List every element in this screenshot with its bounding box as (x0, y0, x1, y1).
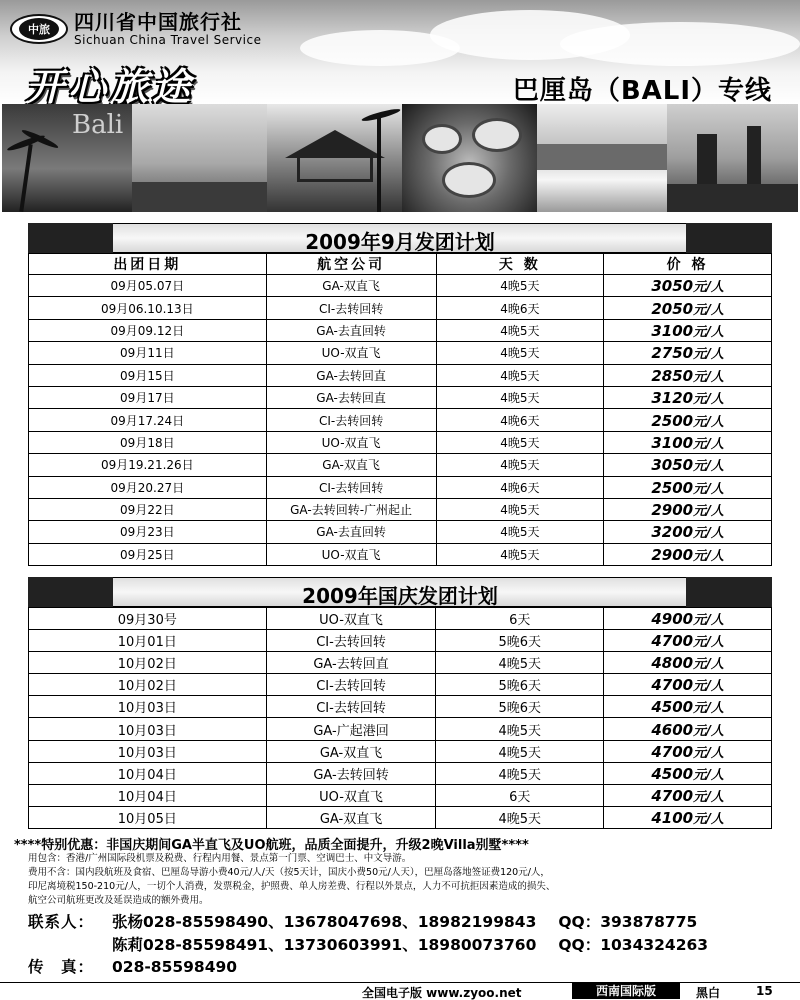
row-days: 4晚5天 (436, 543, 604, 565)
price-value: 4900 (651, 610, 694, 629)
table-row (29, 784, 772, 806)
row-days: 4晚5天 (436, 718, 604, 740)
price-unit: 元/人 (693, 481, 724, 497)
row-days: 6天 (436, 784, 604, 806)
price-value: 3100 (651, 321, 694, 340)
cloud-decoration (300, 30, 460, 66)
row-date: 09月20.27日 (29, 476, 267, 498)
row-airline: GA-去直回转 (266, 319, 436, 341)
price-value: 4600 (651, 720, 694, 739)
table-row (29, 498, 772, 520)
photo-coast (132, 104, 267, 212)
price-unit: 元/人 (693, 723, 724, 739)
row-days: 4晚5天 (436, 806, 604, 828)
row-price (604, 762, 772, 784)
page-number: 15 (756, 984, 773, 998)
row-price (604, 476, 772, 498)
contact-label: 联系人： (28, 913, 95, 931)
row-days: 4晚6天 (436, 476, 604, 498)
row-price (604, 521, 772, 543)
row-airline: CI-去转回转 (266, 696, 436, 718)
price-value: 3200 (651, 523, 694, 542)
qq-label: QQ： (558, 913, 601, 931)
price-value: 3120 (651, 389, 694, 408)
price-unit: 元/人 (693, 635, 724, 651)
contact-phones: 028-85598491、13730603991、18980073760 (143, 936, 537, 954)
row-airline: GA-双直飞 (266, 275, 436, 297)
table-row (29, 364, 772, 386)
agency-name-cn: 四川省中国旅行社 (74, 10, 242, 34)
footer-color-mode: 黑白 (696, 986, 721, 1000)
row-date: 09月05.07日 (29, 275, 267, 297)
photo-strip (2, 104, 798, 212)
price-unit: 元/人 (693, 701, 724, 717)
photo-beach (537, 104, 667, 212)
table-row (29, 409, 772, 431)
price-value: 4800 (651, 654, 694, 673)
row-price (604, 784, 772, 806)
row-price (604, 806, 772, 828)
contact-line-2 (28, 933, 708, 955)
price-unit: 元/人 (693, 280, 724, 296)
page-footer (0, 982, 800, 1000)
row-price (604, 409, 772, 431)
table-row (29, 543, 772, 565)
row-airline: CI-去转回转 (266, 674, 436, 696)
price-value: 4500 (651, 698, 694, 717)
row-airline: CI-去转回转 (266, 297, 436, 319)
row-days: 4晚5天 (436, 275, 604, 297)
row-days: 4晚5天 (436, 454, 604, 476)
row-airline: GA-去转回转 (266, 762, 436, 784)
photo-food (402, 104, 537, 212)
table-row (29, 740, 772, 762)
slogan: 开心旅途 (26, 64, 195, 104)
row-price (604, 718, 772, 740)
row-price (604, 696, 772, 718)
cloud-decoration (560, 22, 800, 66)
row-days: 4晚6天 (436, 409, 604, 431)
qq-number: 1034324263 (600, 936, 709, 954)
photo-caption-bali: Bali (72, 110, 124, 140)
table-header-row (29, 254, 772, 275)
national-day-title: 2009年国庆发团计划 (302, 584, 498, 608)
price-value: 4700 (651, 742, 694, 761)
col-header-date: 出团日期 (29, 254, 267, 275)
price-unit: 元/人 (693, 745, 724, 761)
price-value: 4700 (651, 786, 694, 805)
row-date: 09月18日 (29, 431, 267, 453)
september-section-bar (28, 223, 772, 253)
header-banner (0, 0, 800, 104)
row-date: 10月03日 (29, 696, 267, 718)
price-value: 4700 (651, 676, 694, 695)
price-value: 4700 (651, 632, 694, 651)
row-date: 09月22日 (29, 498, 267, 520)
contact-line-1 (28, 910, 697, 932)
price-value: 2900 (651, 501, 694, 520)
row-date: 09月06.10.13日 (29, 297, 267, 319)
row-date: 09月25日 (29, 543, 267, 565)
agency-logo (10, 14, 68, 44)
included-note: 用包含：香港/广州国际段机票及税费、行程内用餐、景点第一门票、空调巴士、中文导游。 (28, 853, 412, 864)
photo-pavilion (267, 104, 402, 212)
row-date: 09月11日 (29, 342, 267, 364)
row-airline: CI-去转回转 (266, 476, 436, 498)
row-days: 4晚5天 (436, 740, 604, 762)
row-price (604, 297, 772, 319)
row-date: 10月03日 (29, 740, 267, 762)
table-row (29, 762, 772, 784)
september-title: 2009年9月发团计划 (305, 230, 495, 254)
price-value: 2750 (651, 344, 694, 363)
row-airline: GA-去直回转 (266, 521, 436, 543)
price-unit: 元/人 (693, 369, 724, 385)
price-value: 3050 (651, 456, 694, 475)
photo-temple (667, 104, 798, 212)
row-airline: GA-广起港回 (266, 718, 436, 740)
row-airline: UO-双直飞 (266, 608, 436, 630)
row-price (604, 431, 772, 453)
row-days: 4晚6天 (436, 297, 604, 319)
row-price (604, 275, 772, 297)
row-price (604, 364, 772, 386)
table-row (29, 431, 772, 453)
row-date: 10月04日 (29, 762, 267, 784)
row-days: 6天 (436, 608, 604, 630)
row-price (604, 543, 772, 565)
table-row (29, 297, 772, 319)
price-unit: 元/人 (693, 504, 724, 520)
row-days: 4晚5天 (436, 498, 604, 520)
photo-bali-palms (2, 104, 132, 212)
row-date: 09月23日 (29, 521, 267, 543)
row-date: 09月17日 (29, 386, 267, 408)
row-airline: GA-去转回直 (266, 652, 436, 674)
price-unit: 元/人 (693, 392, 724, 408)
col-header-price: 价 格 (604, 254, 772, 275)
row-price (604, 498, 772, 520)
row-airline: UO-双直飞 (266, 784, 436, 806)
logo-text: 中旅 (19, 18, 59, 40)
excluded-note-2: 印尼离境税150-210元/人，一切个人消费，发票税金，护照费、单人房差费、行程以外景点，人力不可抗拒因素造成的损失、 (28, 881, 556, 892)
row-price (604, 342, 772, 364)
price-unit: 元/人 (693, 347, 724, 363)
row-airline: UO-双直飞 (266, 342, 436, 364)
table-row (29, 342, 772, 364)
table-row (29, 630, 772, 652)
row-date: 09月17.24日 (29, 409, 267, 431)
row-price (604, 630, 772, 652)
table-row (29, 521, 772, 543)
row-date: 10月01日 (29, 630, 267, 652)
table-row (29, 652, 772, 674)
row-days: 4晚5天 (436, 652, 604, 674)
qq-number: 393878775 (600, 913, 698, 931)
price-unit: 元/人 (693, 436, 724, 452)
special-offer: ****特别优惠：非国庆期间GA半直飞及UO航班，品质全面提升，升级2晚Villa别墅**** (14, 838, 529, 853)
table-row (29, 386, 772, 408)
col-header-airline: 航空公司 (266, 254, 436, 275)
table-row (29, 608, 772, 630)
table-row (29, 454, 772, 476)
price-unit: 元/人 (693, 679, 724, 695)
row-days: 5晚6天 (436, 674, 604, 696)
price-value: 2850 (651, 366, 694, 385)
table-row (29, 476, 772, 498)
row-airline: GA-去转回转-广州起止 (266, 498, 436, 520)
row-date: 10月02日 (29, 652, 267, 674)
table-row (29, 718, 772, 740)
row-date: 09月30号 (29, 608, 267, 630)
price-unit: 元/人 (693, 789, 724, 805)
col-header-days: 天 数 (436, 254, 604, 275)
footer-site: 全国电子版 www.zyoo.net (362, 986, 522, 1000)
price-value: 2900 (651, 545, 694, 564)
price-value: 4500 (651, 764, 694, 783)
row-days: 4晚5天 (436, 342, 604, 364)
table-row (29, 674, 772, 696)
price-unit: 元/人 (693, 657, 724, 673)
excluded-note-1: 费用不含：国内段航班及食宿、巴厘岛导游小费40元/人/天（按5天计，国庆小费50元/人天），巴厘岛落地签证费120元/人， (28, 867, 550, 878)
row-airline: UO-双直飞 (266, 431, 436, 453)
agency-name-en: Sichuan China Travel Service (74, 33, 262, 47)
row-airline: GA-去转回直 (266, 364, 436, 386)
route-title: 巴厘岛（BALI）专线 (512, 76, 772, 104)
fax-number: 028-85598490 (112, 958, 238, 976)
row-days: 4晚5天 (436, 386, 604, 408)
row-days: 5晚6天 (436, 696, 604, 718)
row-price (604, 319, 772, 341)
table-row (29, 806, 772, 828)
row-date: 10月05日 (29, 806, 267, 828)
price-unit: 元/人 (693, 526, 724, 542)
row-date: 09月19.21.26日 (29, 454, 267, 476)
price-value: 2500 (651, 478, 694, 497)
national-day-section-bar (28, 577, 772, 607)
contact-name: 张杨 (112, 913, 144, 931)
contact-phones: 028-85598490、13678047698、18982199843 (143, 913, 537, 931)
table-row (29, 319, 772, 341)
row-price (604, 652, 772, 674)
row-days: 4晚5天 (436, 521, 604, 543)
price-unit: 元/人 (693, 811, 724, 827)
price-value: 3050 (651, 277, 694, 296)
row-days: 4晚5天 (436, 762, 604, 784)
price-unit: 元/人 (693, 767, 724, 783)
row-airline: CI-去转回转 (266, 630, 436, 652)
row-airline: UO-双直飞 (266, 543, 436, 565)
row-airline: GA-双直飞 (266, 806, 436, 828)
table-row (29, 275, 772, 297)
price-value: 2500 (651, 411, 694, 430)
row-airline: GA-双直飞 (266, 454, 436, 476)
price-value: 4100 (651, 808, 694, 827)
excluded-note-3: 航空公司航班更改及延误造成的额外费用。 (28, 895, 209, 906)
row-date: 09月09.12日 (29, 319, 267, 341)
price-unit: 元/人 (693, 324, 724, 340)
contact-name: 陈莉 (112, 936, 144, 954)
row-days: 4晚5天 (436, 431, 604, 453)
row-airline: CI-去转回转 (266, 409, 436, 431)
footer-edition: 西南国际版 (572, 983, 680, 999)
national-day-schedule-table (28, 607, 772, 829)
row-date: 10月04日 (29, 784, 267, 806)
row-days: 5晚6天 (436, 630, 604, 652)
price-unit: 元/人 (693, 459, 724, 475)
price-unit: 元/人 (693, 414, 724, 430)
row-date: 10月02日 (29, 674, 267, 696)
row-price (604, 608, 772, 630)
row-airline: GA-去转回直 (266, 386, 436, 408)
row-date: 10月03日 (29, 718, 267, 740)
row-date: 09月15日 (29, 364, 267, 386)
fax-line (28, 955, 237, 977)
row-price (604, 674, 772, 696)
row-days: 4晚5天 (436, 364, 604, 386)
qq-label: QQ： (558, 936, 601, 954)
price-value: 3100 (651, 433, 694, 452)
fax-label: 传 真： (28, 958, 95, 976)
row-airline: GA-双直飞 (266, 740, 436, 762)
row-price (604, 740, 772, 762)
price-unit: 元/人 (693, 548, 724, 564)
price-value: 2050 (651, 299, 694, 318)
september-schedule-table (28, 253, 772, 566)
table-row (29, 696, 772, 718)
row-price (604, 454, 772, 476)
row-price (604, 386, 772, 408)
price-unit: 元/人 (693, 302, 724, 318)
row-days: 4晚5天 (436, 319, 604, 341)
price-unit: 元/人 (693, 613, 724, 629)
